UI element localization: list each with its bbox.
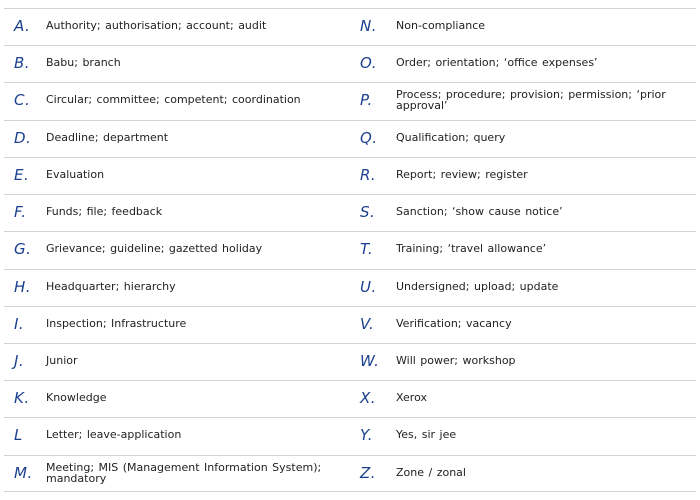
entry-w — [352, 343, 696, 380]
entry-letter: C. — [14, 91, 31, 110]
entry-letter: F. — [14, 203, 27, 222]
entry-terms: Authority; authorisation; account; audit — [46, 19, 267, 32]
entry-letter: N. — [360, 17, 377, 35]
entry-terms: Grievance; guideline; gazetted holiday — [46, 242, 263, 256]
entry-terms: Deadline; department — [46, 130, 169, 144]
entry-l — [4, 417, 352, 454]
entry-u — [352, 269, 696, 306]
entry-letter: P. — [360, 91, 373, 110]
entry-a — [4, 8, 352, 45]
entry-terms: Undersigned; upload; update — [396, 279, 559, 293]
entry-terms: Letter; leave-application — [46, 428, 182, 442]
entry-letter: V. — [360, 314, 375, 333]
entry-letter: T. — [360, 240, 374, 259]
entry-letter: M. — [14, 463, 33, 482]
entry-terms: Babu; branch — [46, 56, 121, 70]
entry-terms: Evaluation — [46, 167, 105, 181]
entry-x — [352, 380, 696, 417]
entry-e — [4, 157, 352, 194]
entry-letter: K. — [14, 389, 30, 408]
entry-q — [352, 120, 696, 157]
entry-letter: U. — [360, 277, 377, 296]
entry-r — [352, 157, 696, 194]
entry-s — [352, 194, 696, 231]
entry-m — [4, 455, 352, 492]
entry-p — [352, 82, 696, 119]
entry-terms: Report; review; register — [396, 167, 528, 181]
entry-terms: Xerox — [396, 391, 427, 405]
entry-h — [4, 269, 352, 306]
entry-letter: L — [14, 426, 23, 445]
entry-i — [4, 306, 352, 343]
entry-terms: Order; orientation; ‘office expenses’ — [396, 56, 598, 70]
entry-letter: X. — [360, 389, 377, 408]
entry-k — [4, 380, 352, 417]
entry-letter: J. — [14, 351, 25, 370]
entry-terms: Funds; file; feedback — [46, 205, 163, 219]
entry-letter: Q. — [360, 128, 378, 147]
entry-f — [4, 194, 352, 231]
entry-terms: Non-compliance — [396, 19, 486, 32]
entry-letter: W. — [360, 351, 380, 370]
entry-letter: B. — [14, 54, 31, 73]
entry-terms: Zone / zonal — [396, 465, 466, 479]
entry-o — [352, 45, 696, 82]
entry-z — [352, 455, 696, 492]
entry-terms: Inspection; Infrastructure — [46, 316, 187, 330]
entry-d — [4, 120, 352, 157]
entry-letter: A. — [14, 17, 31, 35]
entry-letter: I. — [14, 314, 25, 333]
entry-terms: Yes, sir jee — [396, 428, 457, 442]
entry-letter: R. — [360, 165, 377, 184]
entry-terms: Verification; vacancy — [396, 316, 512, 330]
entry-terms: Sanction; ‘show cause notice’ — [396, 205, 563, 219]
entry-t — [352, 231, 696, 268]
entry-g — [4, 231, 352, 268]
entry-letter: O. — [360, 54, 377, 73]
entry-c — [4, 82, 352, 119]
entry-b — [4, 45, 352, 82]
entry-terms: Meeting; MIS (Management Information System); mandatory — [46, 460, 322, 485]
entry-terms: Junior — [46, 353, 78, 367]
entry-letter: S. — [360, 203, 376, 222]
entry-n — [352, 8, 696, 45]
entry-terms: Circular; committee; competent; coordination — [46, 93, 301, 107]
entry-letter: Z. — [360, 463, 377, 482]
entry-y — [352, 417, 696, 454]
entry-terms: Qualification; query — [396, 130, 506, 144]
entry-v — [352, 306, 696, 343]
entry-terms: Process; procedure; provision; permission; ‘prior approval’ — [396, 88, 666, 113]
entry-terms: Will power; workshop — [396, 353, 516, 367]
entry-letter: D. — [14, 128, 32, 147]
entry-j — [4, 343, 352, 380]
glossary-table — [4, 8, 696, 492]
entry-letter: Y. — [360, 426, 373, 445]
entry-terms: Training; ‘travel allowance’ — [396, 242, 547, 256]
entry-letter: E. — [14, 165, 30, 184]
entry-terms: Headquarter; hierarchy — [46, 279, 176, 293]
entry-letter: H. — [14, 277, 32, 296]
entry-terms: Knowledge — [46, 391, 107, 405]
entry-letter: G. — [14, 240, 32, 259]
